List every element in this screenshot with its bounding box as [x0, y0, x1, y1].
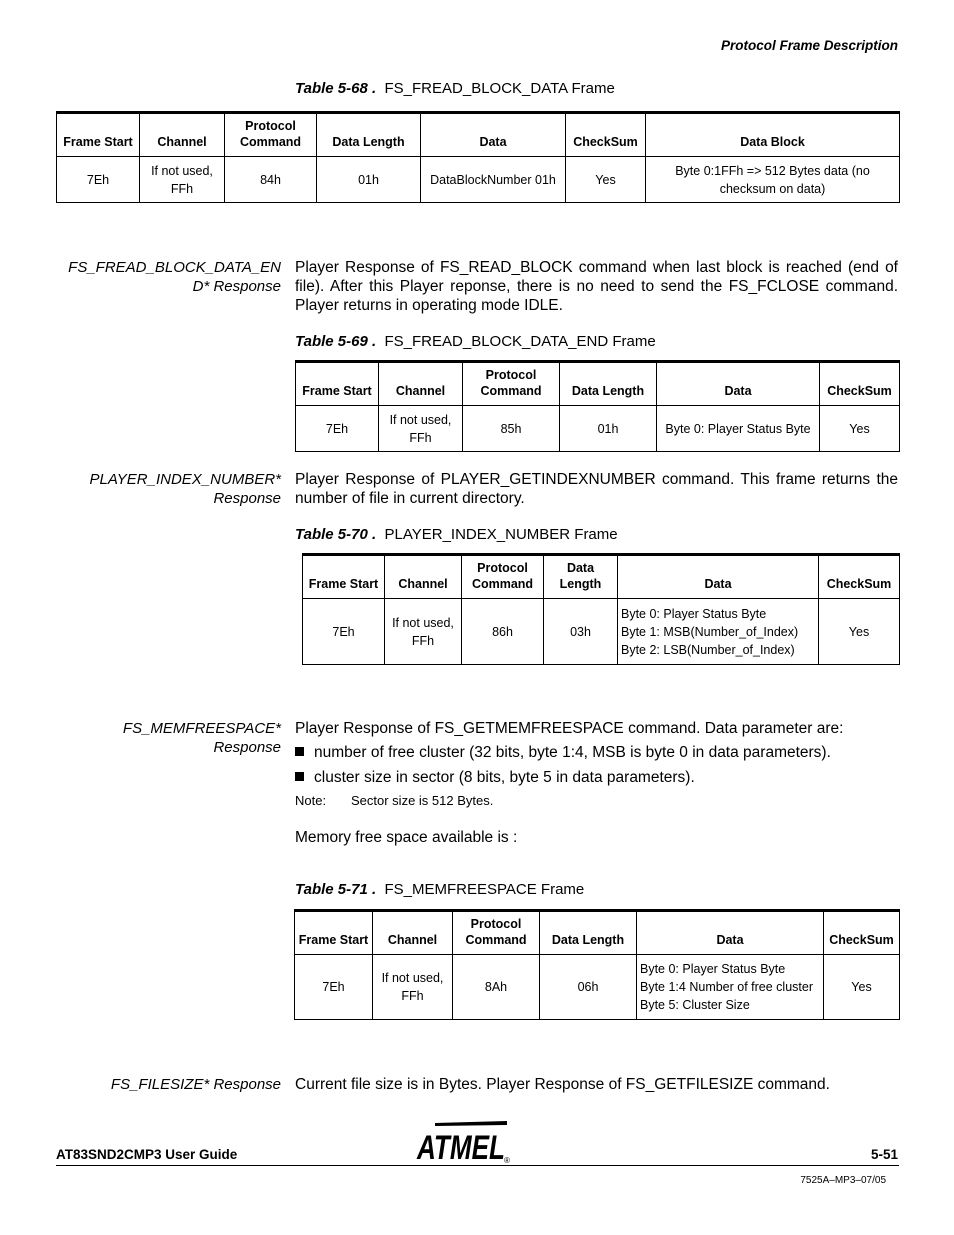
header-cell: Data Length [544, 555, 618, 599]
list-item-text: cluster size in sector (8 bits, byte 5 in data parameters). [314, 769, 695, 786]
logo-wordmark: ATMEL [416, 1129, 505, 1165]
table-cell: DataBlockNumber 01h [421, 157, 566, 203]
table-row [296, 406, 900, 452]
table-cell: 85h [463, 406, 560, 452]
list-item [295, 744, 831, 762]
header-cell: Protocol Command [463, 362, 560, 406]
logo-registered-mark: ® [504, 1156, 510, 1165]
table-cell: 06h [540, 955, 637, 1020]
side-label-line: Response [213, 739, 281, 756]
header-cell: Data [637, 911, 824, 955]
header-cell: Protocol Command [225, 113, 317, 157]
footer-document-code: 7525A–MP3–07/05 [800, 1175, 886, 1186]
table-cell: If not used, FFh [385, 599, 462, 665]
bullet-square-icon [295, 747, 304, 756]
data-line: Byte 0: Player Status Byte [621, 606, 767, 621]
fs-fread-block-data-table [56, 111, 900, 203]
side-label-line: FS_MEMFREESPACE* [122, 720, 281, 737]
list-item-text: number of free cluster (32 bits, byte 1:4, MSB is byte 0 in data parameters). [314, 744, 831, 761]
table-row [57, 157, 900, 203]
header-cell: Channel [140, 113, 225, 157]
header-cell: Data [657, 362, 820, 406]
footer-page-number: 5-51 [870, 1147, 898, 1162]
header-cell: Protocol Command [462, 555, 544, 599]
header-cell: Data Block [646, 113, 900, 157]
note-label: Note: [295, 793, 327, 808]
bullet-square-icon [295, 772, 304, 781]
header-cell: Data [618, 555, 819, 599]
side-label: FS_FILESIZE* Response [110, 1076, 281, 1093]
header-cell: Channel [379, 362, 463, 406]
table-cell: Byte 0:1FFh => 512 Bytes data (no checksum on data) [646, 157, 900, 203]
table-title: PLAYER_INDEX_NUMBER Frame [384, 526, 618, 543]
table-row [295, 955, 900, 1020]
section-paragraph: Player Response of FS_GETMEMFREESPACE command. Data parameter are: [295, 720, 844, 737]
side-label-line: PLAYER_INDEX_NUMBER* [89, 471, 281, 488]
header-cell: Data [421, 113, 566, 157]
side-label [53, 470, 281, 508]
data-line: Byte 0: Player Status Byte [640, 962, 786, 976]
table-cell: If not used, FFh [379, 406, 463, 452]
fs-fread-block-data-end-table [295, 360, 900, 452]
table-number: Table 5-71 . [295, 881, 377, 898]
header-cell: CheckSum [824, 911, 900, 955]
table-cell: Yes [824, 955, 900, 1020]
data-line: Byte 2: LSB(Number_of_Index) [621, 642, 795, 657]
header-cell: Channel [385, 555, 462, 599]
section-paragraph: Player Response of PLAYER_GETINDEXNUMBER command. This frame returns the number of file in current directory. [295, 471, 898, 507]
header-cell: Data Length [540, 911, 637, 955]
table-cell: If not used, FFh [140, 157, 225, 203]
table-title: FS_MEMFREESPACE Frame [384, 881, 585, 898]
footer-guide-title: AT83SND2CMP3 User Guide [56, 1147, 238, 1162]
note-text: Sector size is 512 Bytes. [351, 793, 494, 808]
table-cell: 01h [560, 406, 657, 452]
header-cell: CheckSum [820, 362, 900, 406]
header-cell: Channel [373, 911, 453, 955]
table-cell: If not used, FFh [373, 955, 453, 1020]
table-cell: 86h [462, 599, 544, 665]
header-cell: Frame Start [295, 911, 373, 955]
header-cell: Data Length [560, 362, 657, 406]
note [295, 793, 493, 808]
data-line: Byte 5: Cluster Size [640, 998, 750, 1012]
atmel-logo [415, 1119, 515, 1165]
header-cell: CheckSum [566, 113, 646, 157]
player-index-number-table [302, 553, 900, 665]
fs-memfreespace-table [294, 909, 900, 1020]
page-section-title: Protocol Frame Description [720, 38, 898, 53]
table-cell: 01h [317, 157, 421, 203]
table-cell: Yes [566, 157, 646, 203]
header-cell: Frame Start [303, 555, 385, 599]
side-label-line: Response [213, 490, 281, 507]
footer-divider [56, 1165, 899, 1166]
section-paragraph: Current file size is in Bytes. Player Response of FS_GETFILESIZE command. [295, 1076, 830, 1093]
table-cell-data [618, 599, 819, 665]
section-paragraph: Player Response of FS_READ_BLOCK command when last block is reached (end of file). After this Player reponse, there is no need to send the FS_FCLOSE command. Player returns in operating mode IDLE. [295, 259, 898, 314]
table-cell: Byte 0: Player Status Byte [657, 406, 820, 452]
table-cell: 7Eh [296, 406, 379, 452]
table-cell: 7Eh [57, 157, 140, 203]
table-number: Table 5-68 . [295, 80, 377, 97]
table-cell: 7Eh [295, 955, 373, 1020]
table-cell-data [637, 955, 824, 1020]
table-cell: Yes [820, 406, 900, 452]
side-label: FS_FREAD_BLOCK_DATA_EN D* Response [68, 259, 281, 295]
table-row [303, 599, 900, 665]
list-item [295, 769, 695, 787]
data-line: Byte 1:4 Number of free cluster [640, 980, 813, 994]
table-caption [295, 881, 584, 898]
table-caption [295, 333, 656, 350]
table-cell: 7Eh [303, 599, 385, 665]
table-cell: 8Ah [453, 955, 540, 1020]
header-cell: CheckSum [819, 555, 900, 599]
header-cell: Protocol Command [453, 911, 540, 955]
table-cell: Yes [819, 599, 900, 665]
table-cell: 84h [225, 157, 317, 203]
table-title: FS_FREAD_BLOCK_DATA Frame [384, 80, 615, 97]
table-caption [295, 526, 618, 543]
data-line: Byte 1: MSB(Number_of_Index) [621, 624, 799, 639]
table-number: Table 5-69 . [295, 333, 377, 350]
header-cell: Data Length [317, 113, 421, 157]
table-number: Table 5-70 . [295, 526, 377, 543]
header-cell: Frame Start [57, 113, 140, 157]
table-caption [295, 80, 615, 97]
table-cell: 03h [544, 599, 618, 665]
header-cell: Frame Start [296, 362, 379, 406]
table-title: FS_FREAD_BLOCK_DATA_END Frame [384, 333, 656, 350]
side-label [53, 719, 281, 757]
section-paragraph: Memory free space available is : [295, 829, 518, 846]
